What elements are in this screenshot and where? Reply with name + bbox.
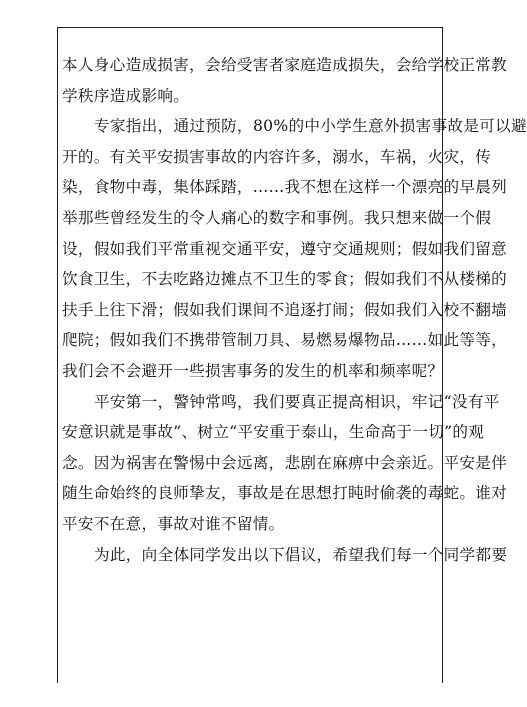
text-line-13: 安意识就是事故”、树立“平安重于泰山，生命高于一切”的观 xyxy=(62,423,485,442)
text-line-1: 本人身心造成损害，会给受害者家庭造成损失，会给学校正常教 xyxy=(62,56,508,74)
text-line-7: 设，假如我们平常重视交通平安，遵守交通规则；假如我们留意 xyxy=(62,239,508,258)
text-line-8: 饮食卫生，不去吃路边摊点不卫生的零食；假如我们不从楼梯的 xyxy=(62,270,508,289)
text-line-17: 为此，向全体同学发出以下倡议，希望我们每一个同学都要 xyxy=(94,545,508,564)
text-line-6: 举那些曾经发生的令人痛心的数字和事例。我只想来做一个假 xyxy=(62,208,492,227)
text-line-2: 学秩序造成影响。 xyxy=(62,86,190,105)
text-line-15: 随生命始终的良师挚友，事故是在思想打盹时偷袭的毒蛇。谁对 xyxy=(62,484,508,503)
text-line-3: 专家指出，通过预防，80%的中小学生意外损害事故是可以避 xyxy=(94,117,527,136)
text-line-10: 爬院；假如我们不携带管制刀具、易燃易爆物品……如此等等， xyxy=(62,331,508,350)
text-line-4: 开的。有关平安损害事故的内容许多，溺水，车祸，火灾，传 xyxy=(62,147,492,166)
text-line-11: 我们会不会避开一些损害事务的发生的机率和频率呢？ xyxy=(62,361,444,380)
text-line-5: 染，食物中毒，集体踩踏，……我不想在这样一个漂亮的早晨列 xyxy=(62,178,508,197)
text-line-16: 平安不在意，事故对谁不留情。 xyxy=(62,514,285,533)
text-line-14: 念。因为祸害在警惕中会远离，悲剧在麻痹中会亲近。平安是伴 xyxy=(62,453,508,472)
text-line-9: 扶手上往下滑；假如我们课间不追逐打闹；假如我们入校不翻墙 xyxy=(62,300,508,319)
document-body xyxy=(62,50,527,570)
text-line-12: 平安第一，警钟常鸣，我们要真正提高相识，牢记“没有平 xyxy=(94,392,500,411)
